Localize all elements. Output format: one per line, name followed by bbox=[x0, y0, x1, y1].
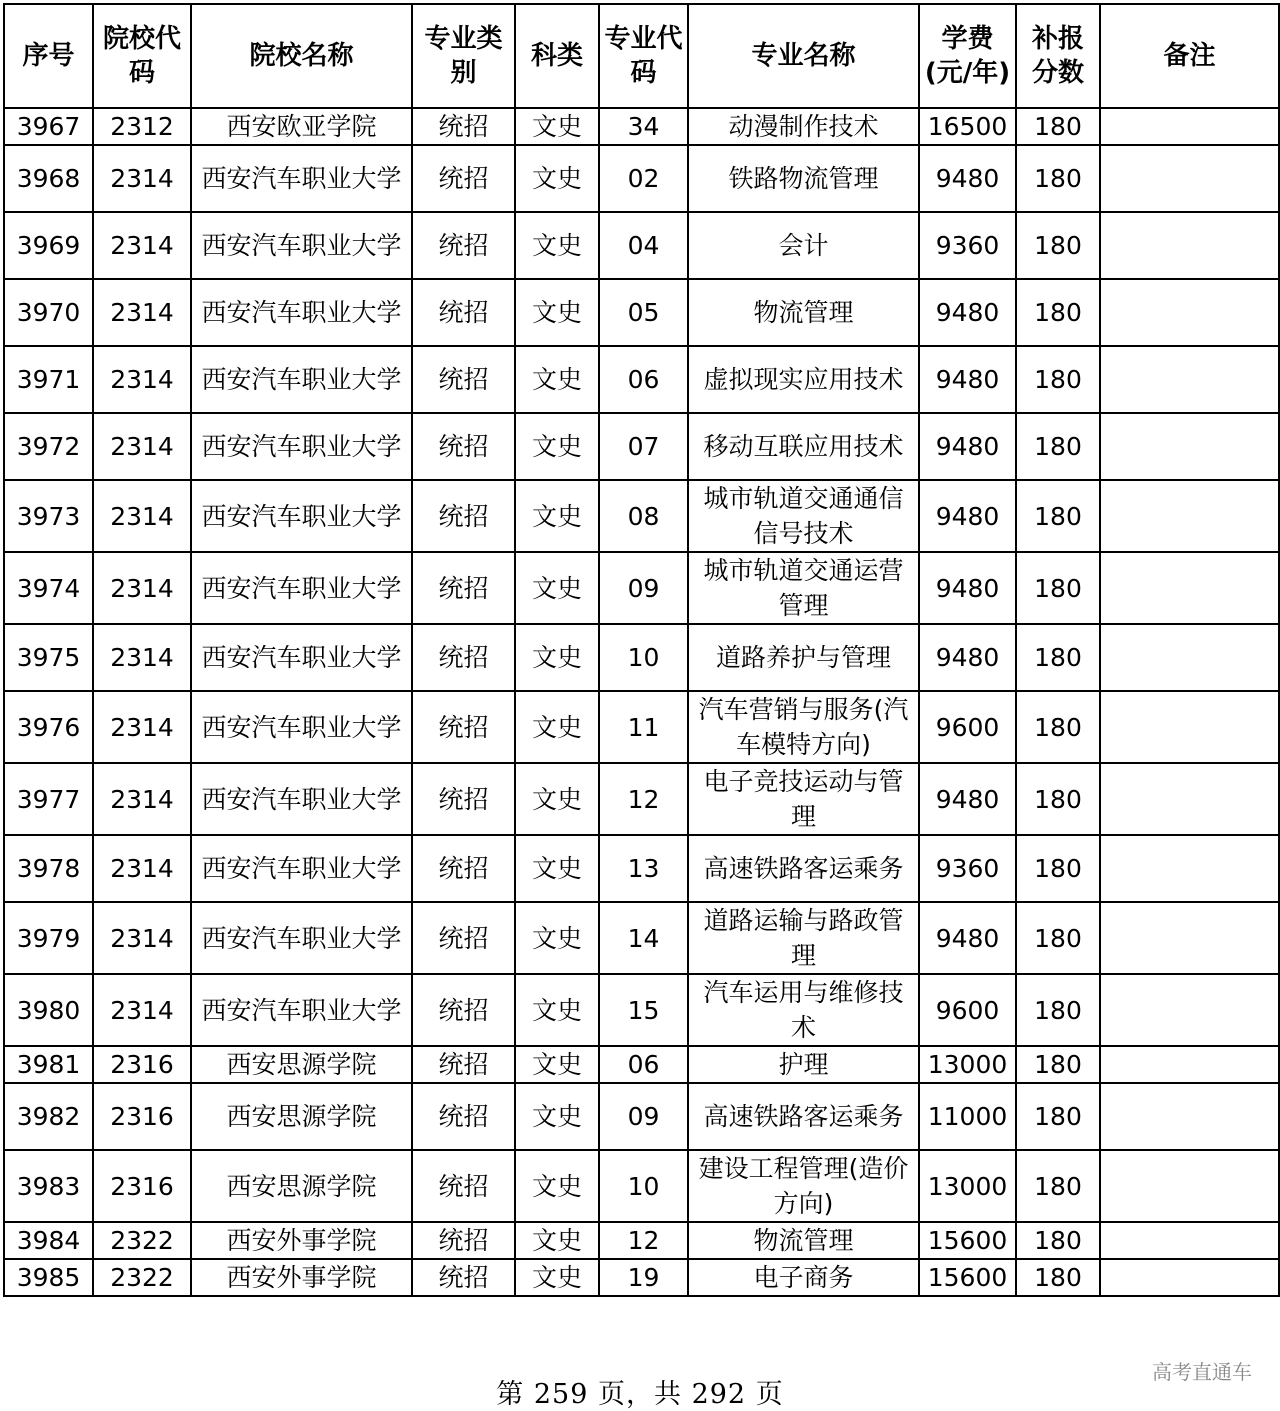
cell-school-name: 西安汽车职业大学 bbox=[191, 145, 412, 212]
cell-tuition: 9480 bbox=[919, 413, 1016, 480]
cell-major-category: 统招 bbox=[412, 552, 515, 624]
cell-major-name: 城市轨道交通通信信号技术 bbox=[688, 480, 919, 552]
cell-major-category: 统招 bbox=[412, 1259, 515, 1296]
cell-school-name: 西安汽车职业大学 bbox=[191, 691, 412, 763]
cell-remarks bbox=[1100, 346, 1279, 413]
cell-major-category: 统招 bbox=[412, 1083, 515, 1150]
header-tuition: 学费(元/年) bbox=[919, 4, 1016, 108]
cell-major-name: 道路养护与管理 bbox=[688, 624, 919, 691]
table-row bbox=[4, 624, 1279, 691]
cell-major-category: 统招 bbox=[412, 1222, 515, 1259]
cell-min-score: 180 bbox=[1016, 624, 1100, 691]
cell-school-name: 西安汽车职业大学 bbox=[191, 413, 412, 480]
cell-major-code: 12 bbox=[599, 1222, 688, 1259]
cell-major-code: 07 bbox=[599, 413, 688, 480]
cell-school-name: 西安汽车职业大学 bbox=[191, 902, 412, 974]
cell-school-code: 2314 bbox=[93, 413, 191, 480]
cell-remarks bbox=[1100, 1083, 1279, 1150]
cell-major-category: 统招 bbox=[412, 902, 515, 974]
cell-subject: 文史 bbox=[515, 974, 599, 1046]
cell-tuition: 9360 bbox=[919, 835, 1016, 902]
cell-remarks bbox=[1100, 902, 1279, 974]
cell-seq: 3985 bbox=[4, 1259, 93, 1296]
cell-min-score: 180 bbox=[1016, 1222, 1100, 1259]
cell-min-score: 180 bbox=[1016, 763, 1100, 835]
cell-major-code: 10 bbox=[599, 624, 688, 691]
table-row bbox=[4, 279, 1279, 346]
cell-subject: 文史 bbox=[515, 413, 599, 480]
cell-school-code: 2314 bbox=[93, 279, 191, 346]
cell-min-score: 180 bbox=[1016, 279, 1100, 346]
cell-remarks bbox=[1100, 1046, 1279, 1083]
cell-subject: 文史 bbox=[515, 552, 599, 624]
cell-seq: 3977 bbox=[4, 763, 93, 835]
cell-seq: 3979 bbox=[4, 902, 93, 974]
cell-remarks bbox=[1100, 145, 1279, 212]
cell-major-name: 城市轨道交通运营管理 bbox=[688, 552, 919, 624]
cell-school-name: 西安外事学院 bbox=[191, 1222, 412, 1259]
admissions-table bbox=[3, 3, 1280, 1297]
cell-min-score: 180 bbox=[1016, 902, 1100, 974]
cell-major-name: 护理 bbox=[688, 1046, 919, 1083]
cell-seq: 3973 bbox=[4, 480, 93, 552]
cell-seq: 3970 bbox=[4, 279, 93, 346]
cell-school-name: 西安欧亚学院 bbox=[191, 108, 412, 145]
cell-school-name: 西安汽车职业大学 bbox=[191, 346, 412, 413]
cell-major-name: 汽车营销与服务(汽车模特方向) bbox=[688, 691, 919, 763]
cell-school-code: 2314 bbox=[93, 346, 191, 413]
cell-major-name: 电子竞技运动与管理 bbox=[688, 763, 919, 835]
cell-seq: 3971 bbox=[4, 346, 93, 413]
cell-min-score: 180 bbox=[1016, 108, 1100, 145]
cell-major-code: 11 bbox=[599, 691, 688, 763]
header-school-name: 院校名称 bbox=[191, 4, 412, 108]
cell-school-name: 西安思源学院 bbox=[191, 1083, 412, 1150]
cell-major-category: 统招 bbox=[412, 974, 515, 1046]
cell-min-score: 180 bbox=[1016, 974, 1100, 1046]
cell-major-name: 移动互联应用技术 bbox=[688, 413, 919, 480]
cell-major-code: 04 bbox=[599, 212, 688, 279]
cell-major-category: 统招 bbox=[412, 212, 515, 279]
cell-major-code: 14 bbox=[599, 902, 688, 974]
cell-major-category: 统招 bbox=[412, 1150, 515, 1222]
cell-school-name: 西安汽车职业大学 bbox=[191, 279, 412, 346]
table-row bbox=[4, 108, 1279, 145]
cell-subject: 文史 bbox=[515, 902, 599, 974]
cell-subject: 文史 bbox=[515, 1259, 599, 1296]
cell-seq: 3982 bbox=[4, 1083, 93, 1150]
cell-subject: 文史 bbox=[515, 279, 599, 346]
cell-min-score: 180 bbox=[1016, 1046, 1100, 1083]
cell-subject: 文史 bbox=[515, 624, 599, 691]
cell-major-code: 15 bbox=[599, 974, 688, 1046]
cell-tuition: 13000 bbox=[919, 1046, 1016, 1083]
cell-school-name: 西安汽车职业大学 bbox=[191, 552, 412, 624]
cell-major-name: 会计 bbox=[688, 212, 919, 279]
cell-tuition: 9480 bbox=[919, 902, 1016, 974]
cell-school-code: 2316 bbox=[93, 1046, 191, 1083]
cell-seq: 3981 bbox=[4, 1046, 93, 1083]
cell-seq: 3975 bbox=[4, 624, 93, 691]
cell-major-name: 高速铁路客运乘务 bbox=[688, 1083, 919, 1150]
cell-school-code: 2316 bbox=[93, 1150, 191, 1222]
cell-remarks bbox=[1100, 1150, 1279, 1222]
cell-school-name: 西安汽车职业大学 bbox=[191, 624, 412, 691]
cell-seq: 3974 bbox=[4, 552, 93, 624]
cell-subject: 文史 bbox=[515, 1150, 599, 1222]
cell-subject: 文史 bbox=[515, 346, 599, 413]
cell-school-code: 2314 bbox=[93, 691, 191, 763]
cell-major-name: 物流管理 bbox=[688, 1222, 919, 1259]
table-row bbox=[4, 346, 1279, 413]
cell-major-code: 13 bbox=[599, 835, 688, 902]
cell-tuition: 9480 bbox=[919, 145, 1016, 212]
cell-remarks bbox=[1100, 279, 1279, 346]
cell-tuition: 13000 bbox=[919, 1150, 1016, 1222]
cell-remarks bbox=[1100, 763, 1279, 835]
cell-school-name: 西安汽车职业大学 bbox=[191, 835, 412, 902]
cell-seq: 3984 bbox=[4, 1222, 93, 1259]
cell-school-code: 2314 bbox=[93, 145, 191, 212]
cell-major-code: 19 bbox=[599, 1259, 688, 1296]
cell-major-code: 08 bbox=[599, 480, 688, 552]
cell-seq: 3967 bbox=[4, 108, 93, 145]
header-seq: 序号 bbox=[4, 4, 93, 108]
cell-major-name: 汽车运用与维修技术 bbox=[688, 974, 919, 1046]
table-row bbox=[4, 835, 1279, 902]
table-row bbox=[4, 212, 1279, 279]
cell-min-score: 180 bbox=[1016, 1083, 1100, 1150]
cell-seq: 3969 bbox=[4, 212, 93, 279]
cell-major-code: 05 bbox=[599, 279, 688, 346]
cell-major-name: 电子商务 bbox=[688, 1259, 919, 1296]
cell-seq: 3968 bbox=[4, 145, 93, 212]
cell-min-score: 180 bbox=[1016, 835, 1100, 902]
cell-school-name: 西安思源学院 bbox=[191, 1046, 412, 1083]
cell-tuition: 15600 bbox=[919, 1222, 1016, 1259]
header-major-name: 专业名称 bbox=[688, 4, 919, 108]
header-major-code: 专业代码 bbox=[599, 4, 688, 108]
cell-major-code: 06 bbox=[599, 346, 688, 413]
cell-major-category: 统招 bbox=[412, 279, 515, 346]
cell-school-code: 2314 bbox=[93, 835, 191, 902]
cell-tuition: 9480 bbox=[919, 552, 1016, 624]
cell-major-category: 统招 bbox=[412, 145, 515, 212]
cell-min-score: 180 bbox=[1016, 691, 1100, 763]
cell-remarks bbox=[1100, 1222, 1279, 1259]
table-row bbox=[4, 1150, 1279, 1222]
cell-seq: 3983 bbox=[4, 1150, 93, 1222]
cell-major-name: 建设工程管理(造价方向) bbox=[688, 1150, 919, 1222]
cell-school-code: 2316 bbox=[93, 1083, 191, 1150]
cell-tuition: 9480 bbox=[919, 763, 1016, 835]
cell-subject: 文史 bbox=[515, 691, 599, 763]
cell-major-name: 动漫制作技术 bbox=[688, 108, 919, 145]
cell-remarks bbox=[1100, 835, 1279, 902]
table-row bbox=[4, 974, 1279, 1046]
cell-subject: 文史 bbox=[515, 1222, 599, 1259]
table-row bbox=[4, 145, 1279, 212]
header-min-score: 补报分数 bbox=[1016, 4, 1100, 108]
table-row bbox=[4, 552, 1279, 624]
header-school-code: 院校代码 bbox=[93, 4, 191, 108]
cell-tuition: 9480 bbox=[919, 279, 1016, 346]
cell-school-name: 西安思源学院 bbox=[191, 1150, 412, 1222]
cell-min-score: 180 bbox=[1016, 552, 1100, 624]
table-row bbox=[4, 691, 1279, 763]
cell-subject: 文史 bbox=[515, 1046, 599, 1083]
cell-school-code: 2314 bbox=[93, 763, 191, 835]
cell-major-name: 虚拟现实应用技术 bbox=[688, 346, 919, 413]
header-subject: 科类 bbox=[515, 4, 599, 108]
cell-major-code: 06 bbox=[599, 1046, 688, 1083]
cell-school-name: 西安汽车职业大学 bbox=[191, 974, 412, 1046]
cell-major-name: 物流管理 bbox=[688, 279, 919, 346]
cell-remarks bbox=[1100, 552, 1279, 624]
cell-subject: 文史 bbox=[515, 145, 599, 212]
cell-tuition: 9480 bbox=[919, 480, 1016, 552]
header-remarks: 备注 bbox=[1100, 4, 1279, 108]
table-row bbox=[4, 480, 1279, 552]
cell-seq: 3972 bbox=[4, 413, 93, 480]
cell-school-code: 2322 bbox=[93, 1259, 191, 1296]
cell-school-code: 2314 bbox=[93, 552, 191, 624]
cell-tuition: 9480 bbox=[919, 346, 1016, 413]
cell-tuition: 16500 bbox=[919, 108, 1016, 145]
cell-major-code: 09 bbox=[599, 552, 688, 624]
cell-major-code: 12 bbox=[599, 763, 688, 835]
cell-major-category: 统招 bbox=[412, 1046, 515, 1083]
cell-remarks bbox=[1100, 624, 1279, 691]
cell-school-name: 西安外事学院 bbox=[191, 1259, 412, 1296]
cell-seq: 3978 bbox=[4, 835, 93, 902]
cell-major-category: 统招 bbox=[412, 108, 515, 145]
cell-subject: 文史 bbox=[515, 212, 599, 279]
watermark-text: 高考直通车 bbox=[1152, 1360, 1252, 1384]
cell-subject: 文史 bbox=[515, 1083, 599, 1150]
cell-seq: 3980 bbox=[4, 974, 93, 1046]
cell-major-name: 高速铁路客运乘务 bbox=[688, 835, 919, 902]
cell-major-code: 10 bbox=[599, 1150, 688, 1222]
cell-major-code: 02 bbox=[599, 145, 688, 212]
header-row bbox=[4, 4, 1279, 108]
cell-school-name: 西安汽车职业大学 bbox=[191, 763, 412, 835]
cell-school-code: 2312 bbox=[93, 108, 191, 145]
cell-tuition: 9360 bbox=[919, 212, 1016, 279]
cell-remarks bbox=[1100, 413, 1279, 480]
cell-major-category: 统招 bbox=[412, 763, 515, 835]
table-row bbox=[4, 1259, 1279, 1296]
header-major-category: 专业类别 bbox=[412, 4, 515, 108]
cell-major-name: 铁路物流管理 bbox=[688, 145, 919, 212]
cell-remarks bbox=[1100, 691, 1279, 763]
table-row bbox=[4, 1083, 1279, 1150]
table-row bbox=[4, 763, 1279, 835]
cell-school-code: 2314 bbox=[93, 480, 191, 552]
cell-school-code: 2322 bbox=[93, 1222, 191, 1259]
table-body bbox=[4, 108, 1279, 1296]
cell-tuition: 11000 bbox=[919, 1083, 1016, 1150]
cell-school-code: 2314 bbox=[93, 974, 191, 1046]
cell-seq: 3976 bbox=[4, 691, 93, 763]
cell-subject: 文史 bbox=[515, 108, 599, 145]
cell-school-name: 西安汽车职业大学 bbox=[191, 212, 412, 279]
cell-remarks bbox=[1100, 974, 1279, 1046]
cell-remarks bbox=[1100, 1259, 1279, 1296]
cell-min-score: 180 bbox=[1016, 1259, 1100, 1296]
cell-remarks bbox=[1100, 212, 1279, 279]
cell-tuition: 9600 bbox=[919, 691, 1016, 763]
table-row bbox=[4, 413, 1279, 480]
table-row bbox=[4, 1222, 1279, 1259]
cell-school-name: 西安汽车职业大学 bbox=[191, 480, 412, 552]
cell-tuition: 9600 bbox=[919, 974, 1016, 1046]
cell-school-code: 2314 bbox=[93, 902, 191, 974]
cell-major-category: 统招 bbox=[412, 480, 515, 552]
cell-min-score: 180 bbox=[1016, 413, 1100, 480]
cell-major-category: 统招 bbox=[412, 413, 515, 480]
cell-major-name: 道路运输与路政管理 bbox=[688, 902, 919, 974]
cell-school-code: 2314 bbox=[93, 212, 191, 279]
cell-tuition: 15600 bbox=[919, 1259, 1016, 1296]
page-number-footer: 第 259 页，共 292 页 bbox=[496, 1379, 784, 1410]
cell-min-score: 180 bbox=[1016, 145, 1100, 212]
cell-remarks bbox=[1100, 480, 1279, 552]
cell-major-category: 统招 bbox=[412, 691, 515, 763]
cell-major-code: 09 bbox=[599, 1083, 688, 1150]
cell-major-category: 统招 bbox=[412, 835, 515, 902]
cell-subject: 文史 bbox=[515, 835, 599, 902]
cell-min-score: 180 bbox=[1016, 346, 1100, 413]
cell-min-score: 180 bbox=[1016, 212, 1100, 279]
cell-school-code: 2314 bbox=[93, 624, 191, 691]
cell-subject: 文史 bbox=[515, 480, 599, 552]
cell-min-score: 180 bbox=[1016, 1150, 1100, 1222]
table-row bbox=[4, 902, 1279, 974]
cell-remarks bbox=[1100, 108, 1279, 145]
cell-major-code: 34 bbox=[599, 108, 688, 145]
cell-min-score: 180 bbox=[1016, 480, 1100, 552]
cell-major-category: 统招 bbox=[412, 346, 515, 413]
cell-subject: 文史 bbox=[515, 763, 599, 835]
cell-tuition: 9480 bbox=[919, 624, 1016, 691]
table-row bbox=[4, 1046, 1279, 1083]
cell-major-category: 统招 bbox=[412, 624, 515, 691]
